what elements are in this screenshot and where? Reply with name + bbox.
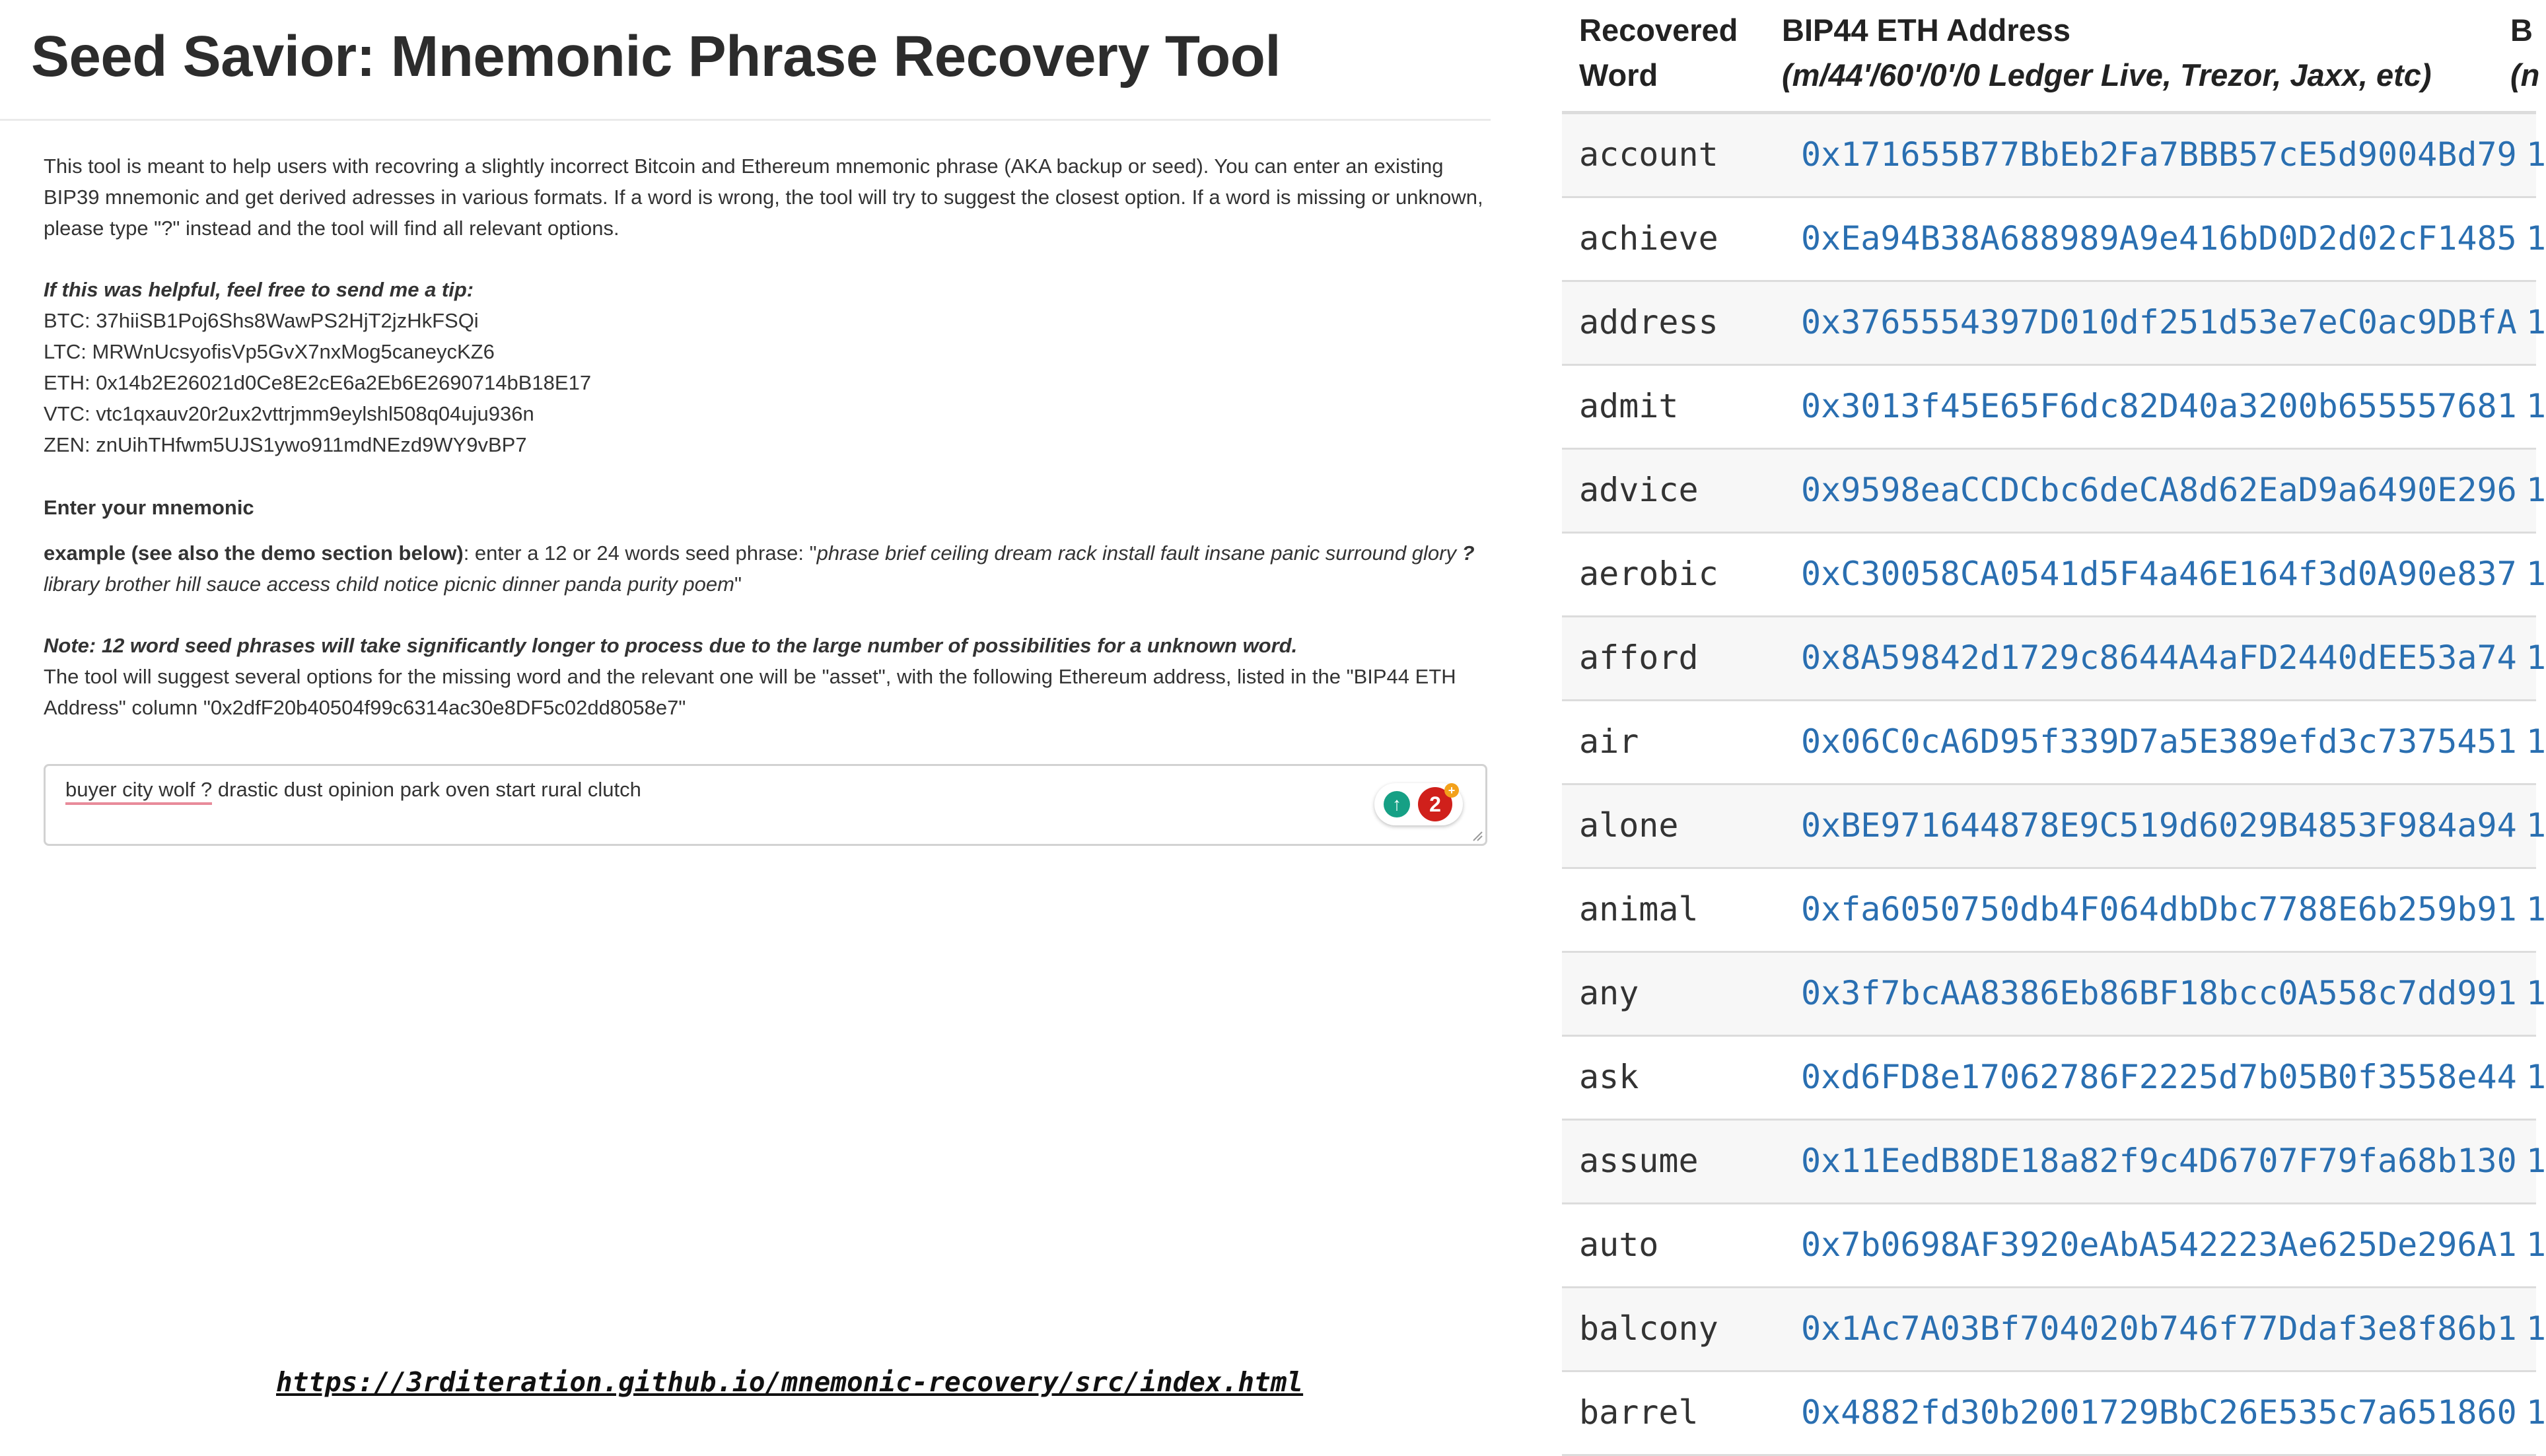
recovered-word-cell: achieve (1579, 219, 1718, 258)
source-url-link[interactable]: https://3rditeration.github.io/mnemonic-recovery/src/index.html (276, 1366, 1304, 1398)
resize-handle-icon[interactable] (1471, 829, 1483, 841)
table-row (1562, 282, 2546, 366)
recovered-word-cell: air (1579, 722, 1639, 761)
mnemonic-value[interactable] (65, 778, 641, 802)
table-row (1562, 617, 2546, 701)
recovered-word-cell: afford (1579, 639, 1699, 677)
next-column-cell[interactable]: 1 (2526, 471, 2546, 509)
table-row (1562, 1204, 2546, 1288)
premium-plus-icon: + (1444, 783, 1459, 798)
column-header-next (2510, 8, 2539, 98)
recovered-word-cell: assume (1579, 1142, 1699, 1180)
column-header-word-line2: Word (1579, 57, 1658, 92)
note-heading: Note: 12 word seed phrases will take significantly longer to process due to the large number of possibilities for a unknown word. (44, 634, 1298, 657)
eth-address-cell[interactable]: 0x9598eaCCDCbc6deCA8d62EaD9a6490E296 (1801, 471, 2517, 509)
results-table (1562, 0, 2546, 1432)
eth-address-cell[interactable]: 0x3f7bcAA8386Eb86BF18bcc0A558c7dd991 (1801, 974, 2517, 1012)
table-row (1562, 114, 2546, 198)
tip-address-eth: ETH: 0x14b2E26021d0Ce8E2cE6a2Eb6E2690714bB18E17 (44, 371, 592, 394)
recovered-word-cell: address (1579, 303, 1718, 341)
eth-address-cell[interactable]: 0x11EedB8DE18a82f9c4D6707F79fa68b130 (1801, 1142, 2517, 1180)
eth-address-cell[interactable]: 0x1Ac7A03Bf704020b746f77Ddaf3e8f86b1 (1801, 1309, 2517, 1348)
table-row (1562, 1372, 2546, 1456)
title-divider (0, 119, 1491, 121)
table-row (1562, 366, 2546, 450)
next-column-cell[interactable]: 1 (2526, 806, 2546, 845)
next-column-cell[interactable]: 1 (2526, 1058, 2546, 1096)
table-row (1562, 1288, 2546, 1372)
column-header-next-line2: (n (2510, 57, 2540, 92)
column-header-next-line1: B (2510, 13, 2533, 48)
example-qmark: ? (1462, 541, 1475, 565)
table-row (1562, 1037, 2546, 1121)
next-column-cell[interactable]: 1 (2526, 890, 2546, 928)
tip-address-vtc: VTC: vtc1qxauv20r2ux2vttrjmm9eylshl508q04uju936n (44, 402, 534, 425)
next-column-cell[interactable]: 1 (2526, 1142, 2546, 1180)
table-row (1562, 1121, 2546, 1204)
next-column-cell[interactable]: 1 (2526, 1226, 2546, 1264)
spellcheck-underlined-words: buyer city wolf ? (65, 778, 212, 805)
column-header-addr-line1: BIP44 ETH Address (1782, 13, 2071, 48)
tip-address-btc: BTC: 37hiiSB1Poj6Shs8WawPS2HjT2jzHkFSQi (44, 309, 479, 332)
table-row (1562, 953, 2546, 1037)
intro-text: This tool is meant to help users with recovring a slightly incorrect Bitcoin and Ethereum mnemonic phrase (AKA backup or seed). You can enter an existing BIP39 mnemonic and get derived adresses in various formats. If a word is wrong, the tool will try to suggest the closest option. If a word is missing or unknown, please type "?" instead and the tool will find all relevant options. (44, 155, 1483, 240)
column-header-recovered-word (1579, 8, 1738, 98)
eth-address-cell[interactable]: 0x3765554397D010df251d53e7eC0ac9DBfA (1801, 303, 2517, 341)
recovered-word-cell: balcony (1579, 1309, 1718, 1348)
table-row (1562, 701, 2546, 785)
tip-address-ltc: LTC: MRWnUcsyofisVp5GvX7nxMog5caneycKZ6 (44, 340, 495, 363)
table-row (1562, 534, 2546, 617)
grammar-issues-count-badge[interactable]: 2 (1418, 787, 1452, 821)
page-title: Seed Savior: Mnemonic Phrase Recovery Tool (31, 24, 1281, 88)
example-label: example (see also the demo section below) (44, 541, 464, 565)
recovered-word-cell: any (1579, 974, 1639, 1012)
mnemonic-input[interactable] (44, 764, 1487, 846)
mnemonic-rest: drastic dust opinion park oven start rural clutch (212, 778, 641, 801)
recovered-word-cell: advice (1579, 471, 1699, 509)
next-column-cell[interactable]: 1 (2526, 722, 2546, 761)
recovered-word-cell: aerobic (1579, 555, 1718, 593)
recovered-word-cell: account (1579, 135, 1718, 174)
eth-address-cell[interactable]: 0xBE971644878E9C519d6029B4853F984a94 (1801, 806, 2517, 845)
note-body: The tool will suggest several options for the missing word and the relevant one will be "asset", with the following Ethereum address, listed in the "BIP44 ETH Address" column "0x2dfF20b40504f99c6314ac30e8DF5c02dd8058e7" (44, 665, 1456, 719)
example-tail: " (734, 572, 742, 596)
tip-heading: If this was helpful, feel free to send me a tip: (44, 278, 474, 301)
description-section (44, 151, 1483, 723)
eth-address-cell[interactable]: 0x7b0698AF3920eAbA542223Ae625De296A1 (1801, 1226, 2517, 1264)
tip-address-zen: ZEN: znUihTHfwm5UJS1ywo911mdNEzd9WY9vBP7 (44, 433, 527, 456)
column-header-addr-line2: (m/44'/60'/0'/0 Ledger Live, Trezor, Jaxx, etc) (1782, 57, 2432, 92)
recovered-word-cell: auto (1579, 1226, 1659, 1264)
table-row (1562, 869, 2546, 953)
eth-address-cell[interactable]: 0x171655B77BbEb2Fa7BBB57cE5d9004Bd79 (1801, 135, 2517, 174)
eth-address-cell[interactable]: 0x06C0cA6D95f339D7a5E389efd3c7375451 (1801, 722, 2517, 761)
eth-address-cell[interactable]: 0x4882fd30b2001729BbC26E535c7a651860 (1801, 1393, 2517, 1432)
recovered-word-cell: alone (1579, 806, 1679, 845)
eth-address-cell[interactable]: 0xfa6050750db4F064dbDbc7788E6b259b91 (1801, 890, 2517, 928)
table-row (1562, 785, 2546, 869)
eth-address-cell[interactable]: 0xC30058CA0541d5F4a46E164f3d0A90e837 (1801, 555, 2517, 593)
eth-address-cell[interactable]: 0xd6FD8e17062786F2225d7b05B0f3558e44 (1801, 1058, 2517, 1096)
eth-address-cell[interactable]: 0xEa94B38A688989A9e416bD0D2d02cF1485 (1801, 219, 2517, 258)
table-row (1562, 198, 2546, 282)
example-lead: : enter a 12 or 24 words seed phrase: " (463, 541, 817, 565)
example-text (44, 537, 1483, 600)
enter-mnemonic-heading: Enter your mnemonic (44, 496, 254, 519)
table-body (1562, 114, 2546, 1456)
grammar-extension-icon[interactable]: ↑ (1384, 791, 1410, 817)
recovered-word-cell: animal (1579, 890, 1699, 928)
next-column-cell[interactable]: 1 (2526, 555, 2546, 593)
column-header-eth-address (1782, 8, 2432, 98)
recovered-word-cell: ask (1579, 1058, 1639, 1096)
example-phrase-b: library brother hill sauce access child notice picnic dinner panda purity poem (44, 572, 734, 596)
eth-address-cell[interactable]: 0x3013f45E65F6dc82D40a3200b655557681 (1801, 387, 2517, 425)
example-phrase-a: phrase brief ceiling dream rack install fault insane panic surround glory (816, 541, 1462, 565)
eth-address-cell[interactable]: 0x8A59842d1729c8644A4aFD2440dEE53a74 (1801, 639, 2517, 677)
recovered-word-cell: barrel (1579, 1393, 1699, 1432)
column-header-word-line1: Recovered (1579, 13, 1738, 48)
next-column-cell[interactable]: 1 (2526, 135, 2546, 174)
next-column-cell[interactable]: 1 (2526, 639, 2546, 677)
next-column-cell[interactable]: 1 (2526, 1393, 2546, 1432)
recovered-word-cell: admit (1579, 387, 1679, 425)
table-row (1562, 450, 2546, 534)
extension-badges[interactable] (1374, 783, 1463, 825)
next-column-cell[interactable]: 1 (2526, 1309, 2546, 1348)
next-column-cell[interactable]: 1 (2526, 387, 2546, 425)
next-column-cell[interactable]: 1 (2526, 219, 2546, 258)
next-column-cell[interactable]: 1 (2526, 303, 2546, 341)
next-column-cell[interactable]: 1 (2526, 974, 2546, 1012)
